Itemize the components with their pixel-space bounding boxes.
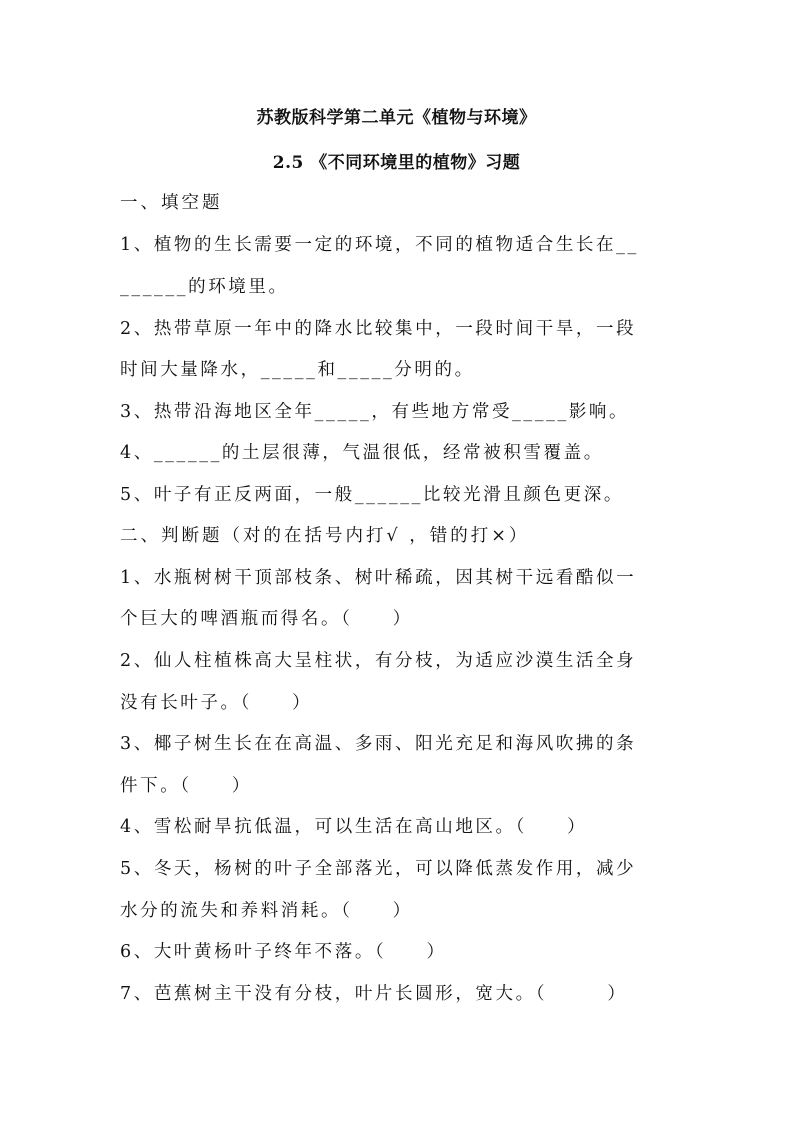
- question-line: 3、热带沿海地区全年_____，有些地方常受_____影响。: [120, 402, 630, 422]
- question-line: 件下。（ ）: [120, 776, 252, 796]
- question-line: 2、仙人柱植株高大呈柱状，有分枝，为适应沙漠生活全身: [120, 651, 637, 671]
- question-line: 4、雪松耐旱抗低温，可以生活在高山地区。（ ）: [120, 817, 588, 837]
- question-line: 2、热带草原一年中的降水比较集中，一段时间干旱，一段: [120, 319, 637, 339]
- section-heading-true-false: 二、判断题（对的在括号内打√ ，错的打×）: [120, 526, 530, 546]
- question-line: 6、大叶黄杨叶子终年不落。（ ）: [120, 942, 447, 962]
- question-line: 1、植物的生长需要一定的环境，不同的植物适合生长在__: [120, 235, 639, 255]
- document-subtitle: 2.5 《不同环境里的植物》习题: [272, 153, 521, 173]
- section-heading-fill-in-blank: 一、填空题: [120, 193, 223, 213]
- question-line: 个巨大的啤酒瓶而得名。（ ）: [120, 609, 413, 629]
- question-line: 水分的流失和养料消耗。（ ）: [120, 901, 413, 921]
- question-line: 7、芭蕉树主干没有分枝，叶片长圆形，宽大。（ ）: [120, 984, 628, 1004]
- question-line: 时间大量降水，_____和_____分明的。: [120, 360, 475, 380]
- question-line: ______的环境里。: [120, 277, 289, 297]
- question-line: 3、椰子树生长在在高温、多雨、阳光充足和海风吹拂的条: [120, 734, 637, 754]
- document-title: 苏教版科学第二单元《植物与环境》: [256, 108, 537, 128]
- question-line: 5、冬天，杨树的叶子全部落光，可以降低蒸发作用，减少: [120, 859, 637, 879]
- question-line: 1、水瓶树树干顶部枝条、树叶稀疏，因其树干远看酷似一: [120, 568, 637, 588]
- question-line: 没有长叶子。（ ）: [120, 693, 313, 713]
- question-line: 5、叶子有正反两面，一般______比较光滑且颜色更深。: [120, 485, 624, 505]
- question-line: 4、______的土层很薄，气温很低，经常被积雪覆盖。: [120, 443, 604, 463]
